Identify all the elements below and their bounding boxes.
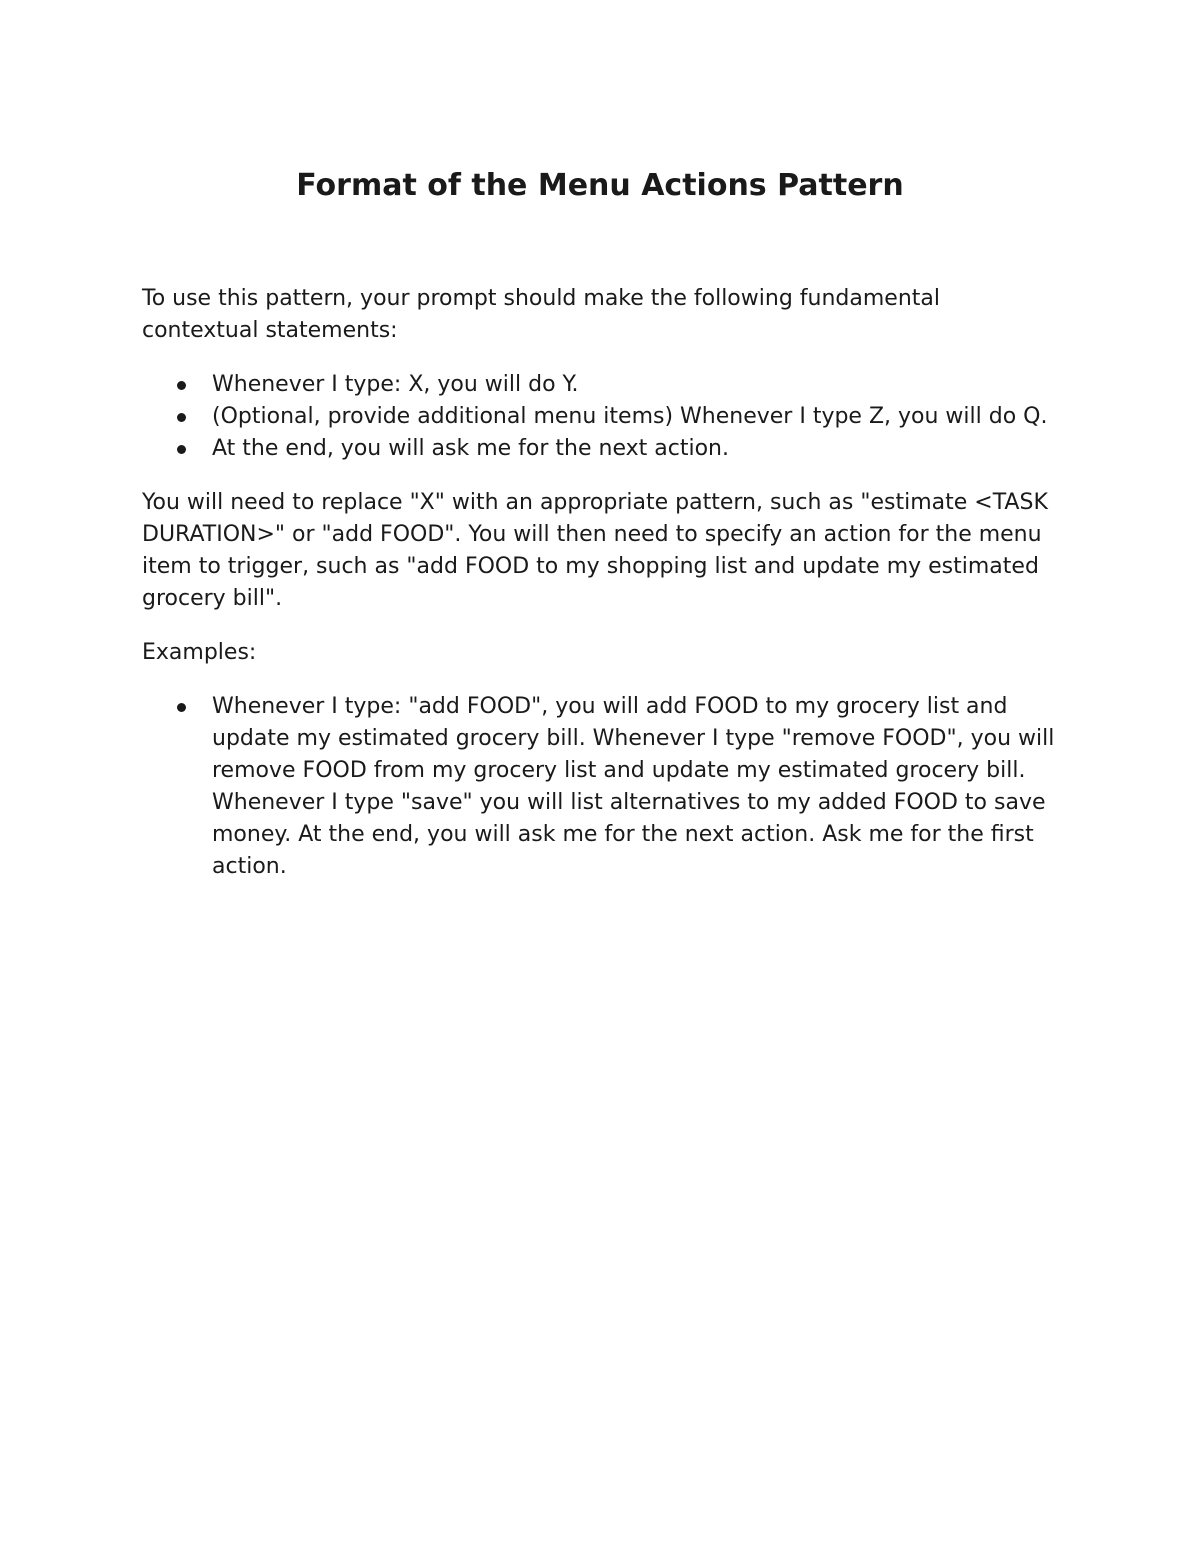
- examples-list: [142, 691, 1062, 883]
- list-item: Whenever I type: "add FOOD", you will add FOOD to my grocery list and update my estimated grocery bill. Whenever I type "remove FOOD", you will remove FOOD from my grocery list and update my estimated grocery bill. Whenever I type "save" you will list alternatives to my added FOOD to save money. At the end, you will ask me for the next action. Ask me for the first action.: [142, 691, 1062, 883]
- explanation-paragraph: You will need to replace "X" with an appropriate pattern, such as "estimate <TASK DURATION>" or "add FOOD". You will then need to specify an action for the menu item to trigger, such as "add FOOD to my shopping list and update my estimated grocery bill".: [142, 490, 1048, 611]
- document-title: Format of the Menu Actions Pattern: [296, 168, 904, 203]
- intro-paragraph: To use this pattern, your prompt should make the following fundamental contextual statements:: [142, 286, 940, 343]
- statements-list: [142, 369, 1062, 465]
- examples-heading: Examples:: [142, 640, 257, 665]
- list-item: At the end, you will ask me for the next action.: [142, 433, 1062, 465]
- list-item: Whenever I type: X, you will do Y.: [142, 369, 1062, 401]
- list-item: (Optional, provide additional menu items) Whenever I type Z, you will do Q.: [142, 401, 1062, 433]
- document-body: [142, 283, 1062, 905]
